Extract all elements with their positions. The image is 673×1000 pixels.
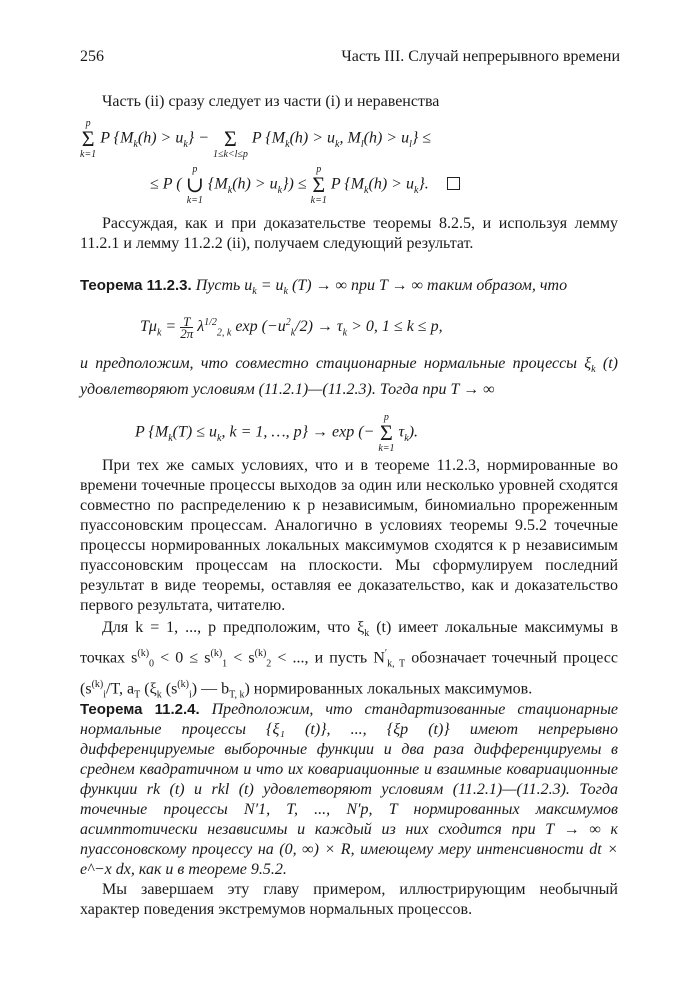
theorem-formula-mu: $T\mu_k$ = $\frac{T}{2\pi}$ $\lambda^{1/2}_{2, k}$ $\exp (-u^2_k/2) \to \tau_k > 0$, 1 ≤ k ≤ p, [140,314,443,341]
conditions-paragraph: При тех же самых условиях, что и в теореме 11.2.3, нормированные во времени точечные процессы выходов за один или несколько уровней сходятся совместно по распределению к p независимым, биномиально прореженным пуассоновским процессам. Аналогично в условиях теоремы 9.5.2 точечные процессы нормированных локальных максимумов сходятся к p независимым пуассоновским процессам на плоскости. Мы сформулируем последний результат в виде теоремы, оставляя ее доказательство, как и доказательство первого результата, читателю. [80,457,618,614]
theorem-formula-limit: P {$M_k(T) \le u_k$, k = 1, …, p} → exp (− p Σ k=1 $\tau_k$). [135,412,419,454]
theorem-11-2-3-statement: Теорема 11.2.3. Пусть $u_k = u_k$ (T) → ∞ при T → ∞ таким образом, что [80,277,568,298]
theorem-11-2-4-statement: Теорема 11.2.4. Предположим, что стандартизованные стационарные нормальные процессы {ξ₁ (t)}, ..., {ξp (t)} имеют непрерывно дифференцируемые выборочные функции и два раза дифференцируемы в среднем квадратичном и что их ковариационные и взаимные ковариационные функции rk (t) и rkl (t) удовлетворяют условиям (11.2.1)—(11.2.3). Тогда точечные процессы N′1, T, ..., N′p, T нормированных максимумов асимптотически независимы и каждый из них сходится при T → ∞ к пуассоновскому процессу на (0, ∞) × R, имеющему меру интенсивности dt × e^−x dx, как и в теореме 9.5.2. [80,701,619,878]
theorem-11-2-3-continuation: и предположим, что совместно стационарные нормальные процессы $\xi_k$ (t) удовлетворяют условиям (11.2.1)—(11.2.3). Тогда при T → ∞ [80,355,618,399]
reasoning-paragraph: Рассуждая, как и при доказательстве теоремы 8.2.5, и используя лемму 11.2.1 и лемму 11.2.2 (ii), получаем следующий результат. [80,215,618,252]
inequality-line-2: ≤ P ( p ∪ k=1 $\{M_k(h) > u_k\}$) ≤ p Σ k=1 P $\{M_k(h) > u_k\}$. [150,164,460,206]
sum-symbol: p Σ k=1 [80,118,97,160]
intro-line: Часть (ii) сразу следует из части (i) и неравенства [102,93,440,110]
sum-symbol: p Σ k=1 [310,164,327,206]
running-title: Часть III. Случай непрерывного времени [341,48,620,65]
sum-symbol: Σ 1≤k<l≤p [212,126,248,160]
running-header [80,48,620,70]
union-symbol: p ∪ k=1 [185,164,205,206]
local-maxima-paragraph: Для k = 1, ..., p предположим, что $\xi_k$ (t) имеет локальные максимумы в точках $s^{(k)}_0 < 0 \le s^{(k)}_1 < s^{(k)}_2$ < ..., и пусть $N'_{k, T}$ обозначает точечный процесс ($s^{(k)}_i/T$, $a_T$ ($\xi_k$ $(s^{(k)}_i)$ — $b_{T, k}$) нормированных локальных максимумов. [80,619,619,701]
page-number: 256 [80,48,104,65]
qed-square-icon [447,177,460,190]
fraction: $\frac{T}{2\pi}$ [180,314,194,341]
sum-symbol: p Σ k=1 [378,412,395,454]
final-paragraph: Мы завершаем эту главу примером, иллюстрирующим необычный характер поведения экстремумов нормальных процессов. [80,881,618,918]
inequality-line-1: p Σ k=1 P $\{M_k(h) > u_k\}$ − Σ 1≤k<l≤p P {$M_k(h) > u_k$, $M_l(h) > u_l$} ≤ [80,118,432,160]
